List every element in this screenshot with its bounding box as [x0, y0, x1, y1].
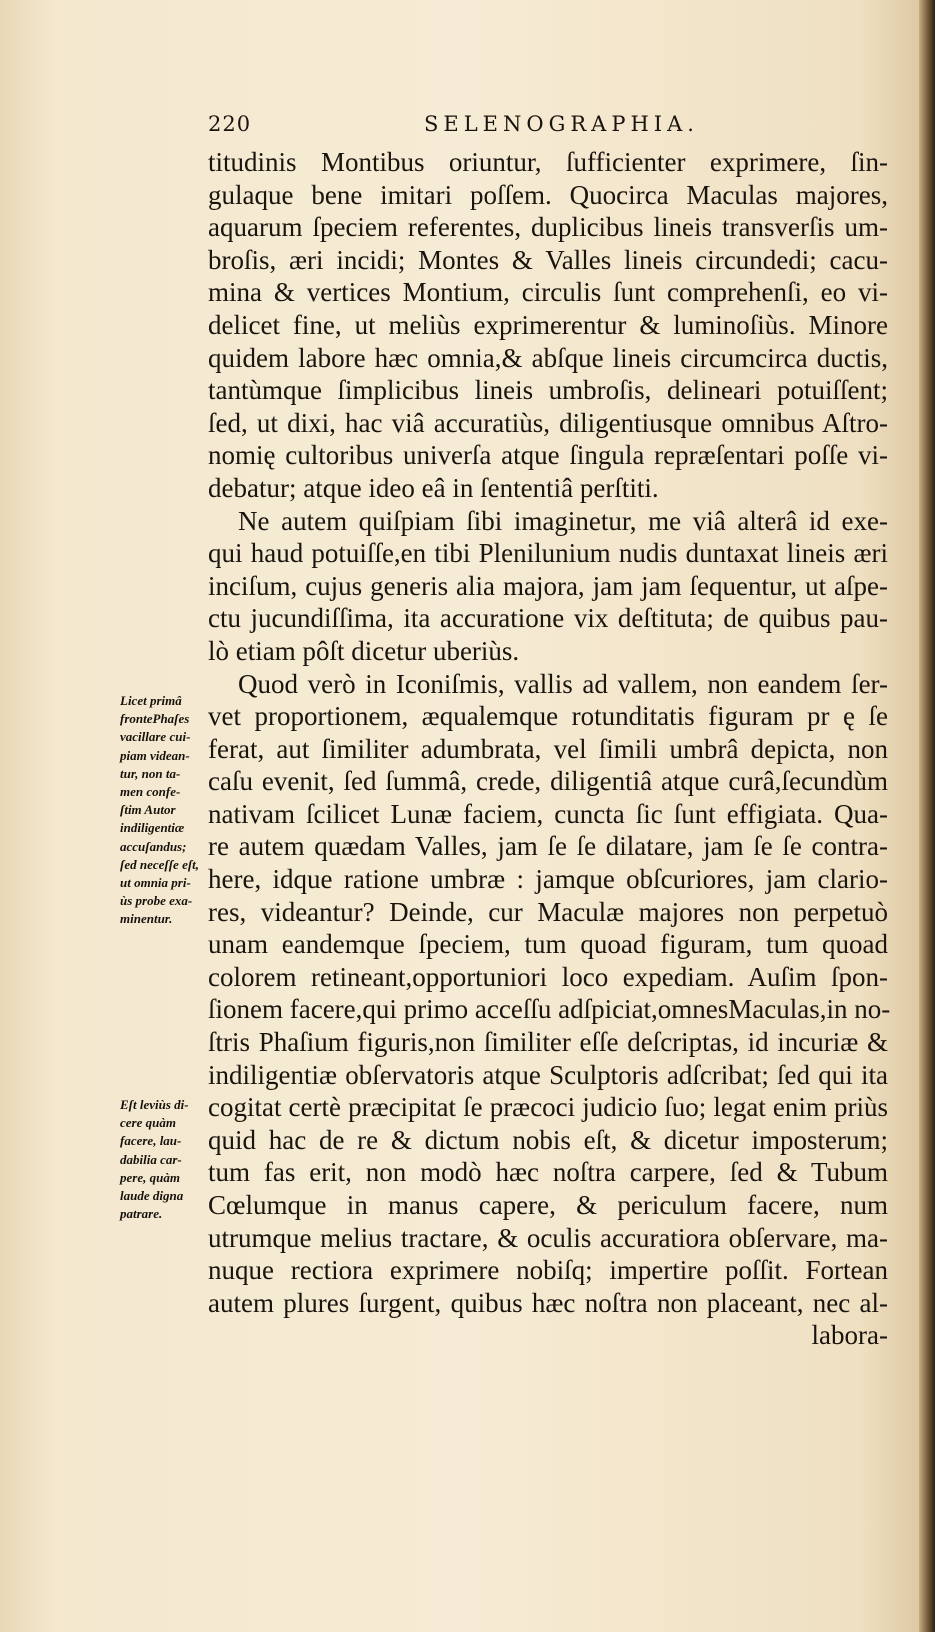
- margin-note-line: ut omnia pri-: [120, 875, 191, 891]
- margin-note: [120, 692, 200, 929]
- text-line: here, idque ratione umbræ : jamque obſcuriores, jam clario-: [208, 864, 888, 895]
- margin-note-line: cere quàm: [120, 1115, 176, 1131]
- margin-note-line: minentur.: [120, 911, 173, 927]
- text-line: autem plures ſurgent, quibus hæc noſtra non placeant, nec al-: [208, 1287, 888, 1318]
- text-line: ſed, ut dixi, hac viâ accuratiùs, diligentiusque omnibus Aſtro-: [208, 407, 888, 438]
- margin-note-line: tur, non ta-: [120, 765, 181, 781]
- book-spine-shadow: [919, 0, 935, 1632]
- main-text-block: [208, 146, 891, 1352]
- margin-note-line: Eſt leviùs di-: [120, 1097, 189, 1112]
- text-line: gulaque bene imitari poſſem. Quocirca Maculas majores,: [208, 179, 888, 210]
- page-header: [208, 112, 728, 146]
- text-line: Quod verò in Iconiſmis, vallis ad vallem, non eandem ſer-: [238, 668, 888, 699]
- margin-note-line: dabilia car-: [120, 1151, 182, 1167]
- margin-note-line: pere, quàm: [120, 1169, 180, 1185]
- margin-note-line: facere, lau-: [120, 1133, 182, 1149]
- catchword: labora-: [811, 1320, 888, 1351]
- text-line: nomię cultoribus univerſa atque ſingula repræſentari poſſe vi-: [208, 440, 888, 471]
- margin-note-line: piam videan-: [120, 747, 190, 763]
- text-line: aquarum ſpeciem referentes, duplicibus lineis transverſis um-: [208, 212, 888, 243]
- text-line: res, videantur? Deinde, cur Maculæ majores non perpetuò: [208, 896, 888, 927]
- margin-note-line: frontePhaſes: [120, 711, 190, 727]
- text-line: tum fas erit, non modò hæc noſtra carpere, ſed & Tubum: [208, 1157, 888, 1188]
- text-line: utrumque melius tractare, & oculis accuratiora obſervare, ma-: [208, 1222, 888, 1253]
- text-line: lò etiam pôſt dicetur uberiùs.: [208, 635, 520, 666]
- margin-note-line: indiligentiæ: [120, 820, 185, 836]
- margin-note-line: ſed neceſſe eſt,: [120, 856, 200, 872]
- text-line: titudinis Montibus oriuntur, ſufficienter exprimere, ſin-: [208, 147, 888, 177]
- page-number: 220: [208, 112, 252, 136]
- text-line: ſtris Phaſium figuris,non ſimiliter eſſe deſcriptas, id incuriæ &: [208, 1027, 888, 1058]
- text-line: nuque rectiora exprimere nobiſq; impertire poſſit. Fortean: [208, 1255, 888, 1286]
- text-line: ctu jucundiſſima, ita accuratione vix deſtituta; de quibus pau-: [208, 603, 888, 634]
- text-line: mina & vertices Montium, circulis ſunt comprehenſi, eo vi-: [208, 277, 888, 308]
- text-line: tantùmque ſimplicibus lineis umbroſis, delineari potuiſſent;: [208, 375, 888, 406]
- margin-note-line: laude digna: [120, 1188, 184, 1204]
- margin-note-line: ſtim Autor: [120, 802, 176, 818]
- margin-note-line: patrare.: [120, 1206, 163, 1222]
- text-line: Cœlumque in manus capere, & periculum facere, num: [208, 1190, 888, 1220]
- text-line: colorem retineant,opportuniori loco expediam. Auſim ſpon-: [208, 961, 888, 992]
- text-line: inciſum, cujus generis alia majora, jam jam ſequentur, ut aſpe-: [208, 570, 888, 601]
- running-title: SELENOGRAPHIA.: [424, 112, 699, 136]
- text-line: broſis, æri incidi; Montes & Valles lineis circundedi; cacu-: [208, 244, 888, 275]
- text-line: indiligentiæ obſervatoris atque Sculptoris adſcribat; ſed qui ita: [208, 1059, 888, 1090]
- text-line: Ne autem quiſpiam ſibi imaginetur, me viâ alterâ id exe-: [238, 505, 888, 536]
- text-line: unam eandemque ſpeciem, tum quoad figuram, tum quoad: [208, 929, 888, 960]
- margin-note-line: ùs probe exa-: [120, 893, 193, 909]
- text-line: qui haud potuiſſe,en tibi Plenilunium nudis duntaxat lineis æri: [208, 538, 888, 569]
- margin-note-line: men confe-: [120, 784, 181, 800]
- margin-note-line: accuſandus;: [120, 838, 187, 854]
- text-line: ſionem facere,qui primo acceſſu adſpiciat,omnesMaculas,in no-: [208, 994, 891, 1025]
- text-line: delicet fine, ut meliùs exprimerentur & luminoſiùs. Minore: [208, 309, 888, 340]
- text-line: quidem labore hæc omnia,& abſque lineis circumcirca ductis,: [208, 342, 888, 373]
- text-line: nativam ſcilicet Lunæ faciem, cuncta ſic ſunt effigiata. Qua-: [208, 798, 888, 829]
- text-line: ferat, aut ſimiliter adumbrata, vel ſimili umbrâ depicta, non: [208, 733, 888, 764]
- margin-note: [120, 1096, 200, 1223]
- text-line: cogitat certè præcipitat ſe præcoci judicio ſuo; legat enim priùs: [208, 1092, 888, 1123]
- text-line: vet proportionem, æqualemque rotunditatis figuram pr ę ſe: [208, 701, 888, 732]
- margin-note-line: vacillare cui-: [120, 729, 191, 745]
- text-line: quid hac de re & dictum nobis eſt, & dicetur imposterum;: [208, 1124, 888, 1155]
- text-line: caſu evenit, ſed ſummâ, crede, diligentiâ atque curâ,ſecundùm: [208, 766, 888, 797]
- text-line: re autem quædam Valles, jam ſe ſe dilatare, jam ſe ſe contra-: [208, 831, 888, 862]
- margin-note-line: Licet primâ: [120, 693, 182, 708]
- text-line: debatur; atque ideo eâ in ſententiâ perſtiti.: [208, 472, 659, 503]
